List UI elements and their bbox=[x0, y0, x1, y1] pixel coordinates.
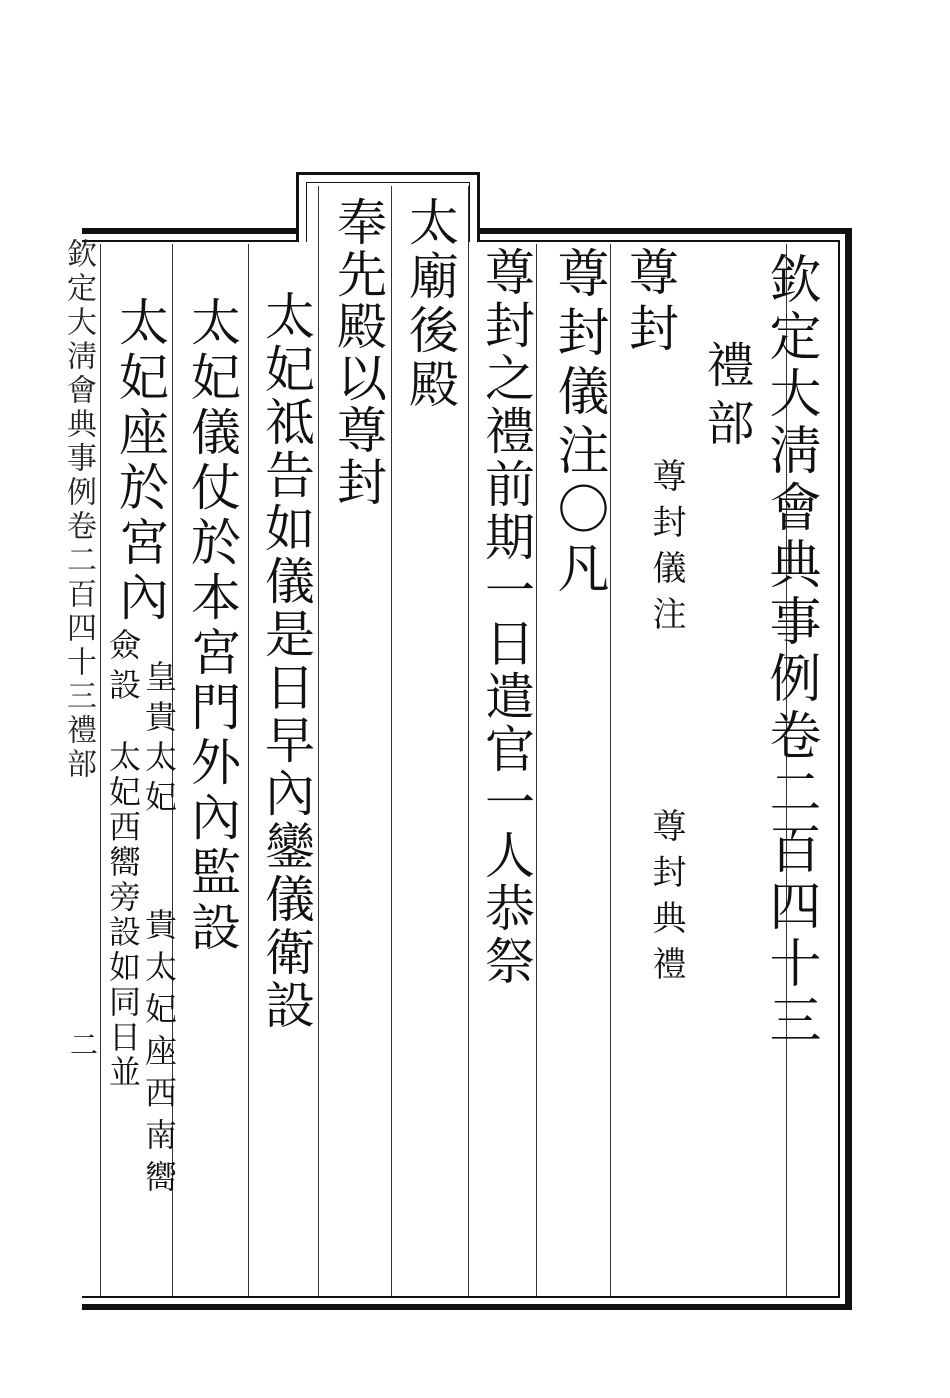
text-column-4: 奉先殿以尊封 bbox=[329, 196, 387, 508]
column-rule bbox=[248, 244, 249, 1296]
column-rule bbox=[610, 244, 611, 1296]
book-title: 欽定大淸會典事例卷二百四十三 bbox=[760, 252, 820, 1050]
subheading-ceremony: 尊封儀注 bbox=[646, 458, 686, 642]
section-label: 尊封 bbox=[621, 246, 679, 358]
text-column-6: 太妃儀仗於本宮門外內監設 bbox=[183, 296, 241, 956]
note-far: 貴太妃座西南嚮 bbox=[140, 908, 178, 1202]
margin-title bbox=[60, 238, 96, 782]
text-column-7: 太妃座於宮內 bbox=[111, 296, 169, 626]
text-column-2: 尊封之禮前期一日遣官一人恭祭 bbox=[477, 246, 535, 988]
column-rule bbox=[391, 186, 392, 1296]
page-mark: 二 bbox=[66, 1030, 99, 1064]
column-rule bbox=[468, 186, 469, 1296]
note-mid: 太妃西嚮旁設如同日並 bbox=[104, 740, 142, 1090]
subheading-rites: 尊封典禮 bbox=[646, 808, 686, 992]
column-rule bbox=[536, 244, 537, 1296]
note-left: 僉設 bbox=[104, 628, 142, 708]
text-column-1: 尊封儀注〇凡 bbox=[548, 246, 608, 600]
margin-title-text: 欽定大淸會典事例 bbox=[61, 238, 96, 510]
department-label: 禮部 bbox=[698, 340, 754, 456]
column-rule bbox=[318, 186, 319, 1296]
text-column-5: 太妃祗告如儀是日早內鑾儀衛設 bbox=[257, 290, 315, 1032]
column-rule bbox=[100, 244, 101, 1296]
note-right: 皇貴太妃 bbox=[140, 660, 178, 820]
text-column-3: 太廟後殿 bbox=[401, 196, 459, 412]
margin-title-suffix: 卷二百四十三禮部 bbox=[61, 510, 96, 782]
